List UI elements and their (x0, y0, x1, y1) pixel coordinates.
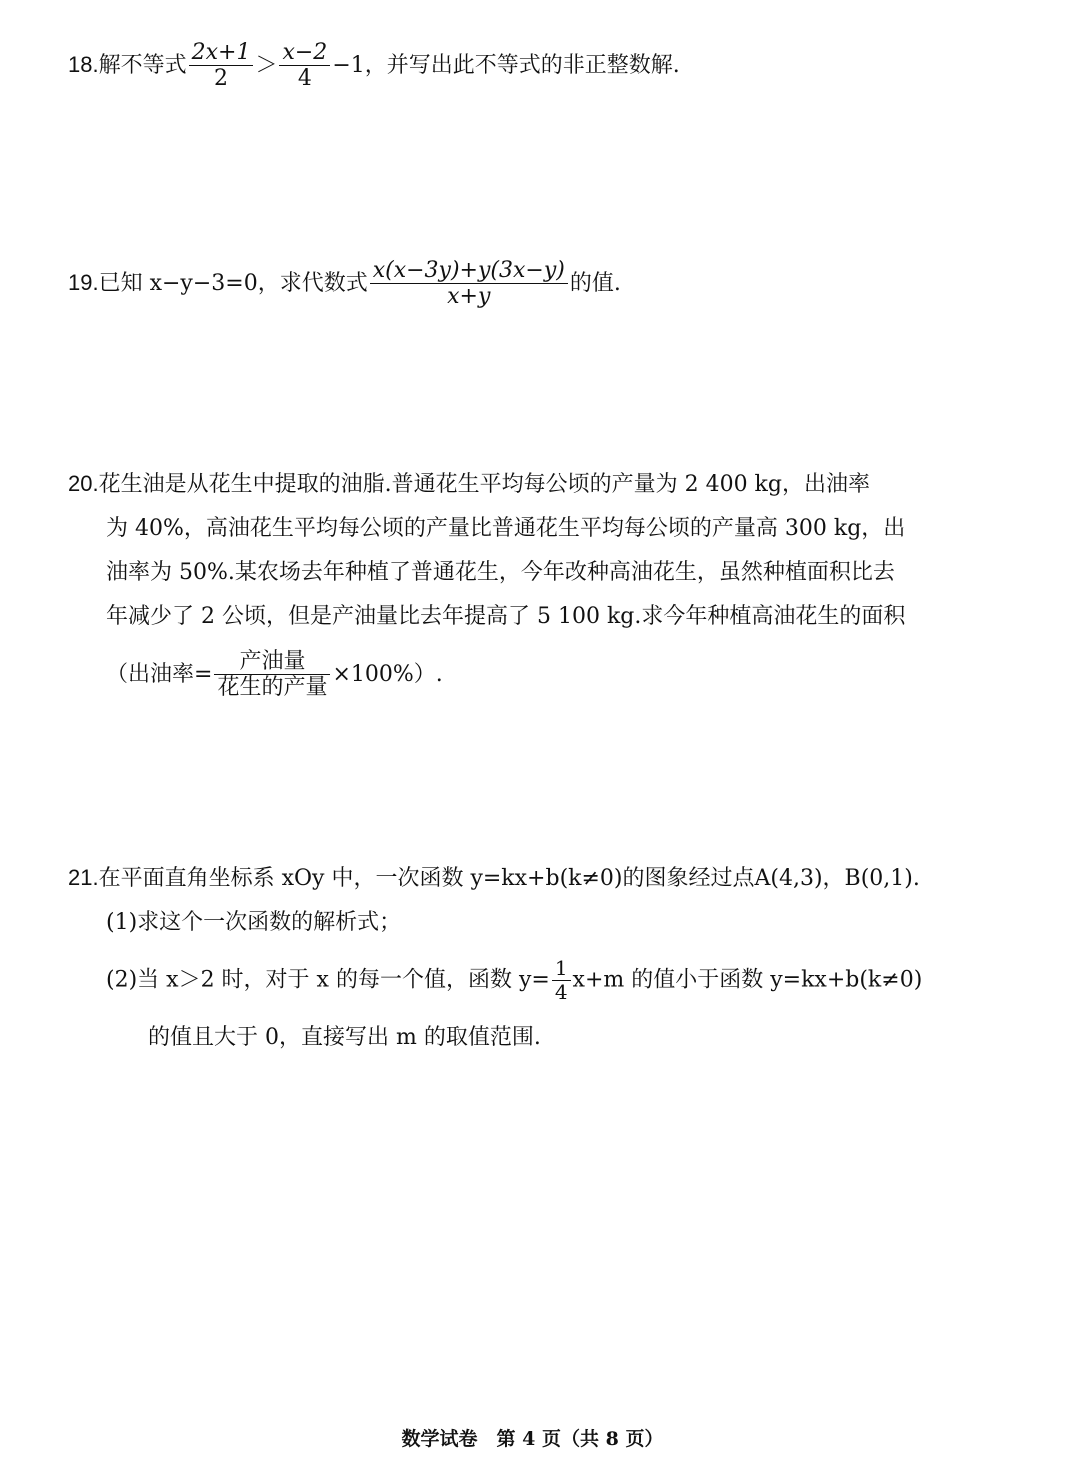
sub-question-1: (1)求这个一次函数的解析式； (106, 910, 402, 935)
question-line: 年减少了 2 公顷，但是产油量比去年提高了 5 100 kg.求今年种植高油花生的面积 (106, 604, 906, 629)
question-line (68, 856, 1028, 901)
fraction-denominator: x+y (447, 284, 491, 310)
fraction-numerator: 2x+1 (189, 40, 254, 66)
page-footer: 数学试卷 第 4 页（共 8 页） (401, 1428, 664, 1450)
question-line (68, 462, 1028, 507)
fraction-denominator: 2 (214, 66, 229, 92)
fraction (279, 40, 330, 92)
question-18 (68, 40, 680, 92)
fraction-numerator: 1 (552, 957, 571, 981)
fraction-numerator: 产油量 (214, 649, 330, 675)
formula-prefix: （出油率= (106, 661, 213, 687)
question-number: 21. (68, 865, 99, 890)
fraction-numerator: x(x−3y)+y(3x−y) (370, 258, 568, 284)
question-number: 20. (68, 471, 99, 496)
sub-question-text-suffix: x+m 的值小于函数 y=kx+b(k≠0) (572, 967, 923, 993)
fraction-denominator: 4 (297, 66, 312, 92)
question-21 (68, 856, 1028, 1060)
question-20 (68, 462, 1028, 701)
fraction (189, 40, 254, 92)
question-number: 18. (68, 51, 99, 77)
question-number: 19. (68, 269, 99, 295)
sub-question-text-prefix: (2)当 x＞2 时，对于 x 的每一个值，函数 y= (106, 967, 550, 993)
question-text: 在平面直角坐标系 xOy 中，一次函数 y=kx+b(k≠0)的图象经过点A(4,3)，B(0,1). (98, 866, 920, 891)
question-text-prefix: 已知 x−y−3=0，求代数式 (98, 270, 368, 296)
question-line: 油率为 50%.某农场去年种植了普通花生，今年改种高油花生，虽然种植面积比去 (106, 560, 895, 585)
fraction-denominator: 4 (554, 980, 568, 1004)
question-text-suffix: −1，并写出此不等式的非正整数解. (332, 52, 680, 78)
question-text-prefix: 解不等式 (98, 52, 187, 78)
question-line: 为 40%，高油花生平均每公顷的产量比普通花生平均每公顷的产量高 300 kg，出 (106, 516, 906, 541)
fraction (214, 649, 330, 701)
question-line-formula (68, 649, 1028, 701)
question-19 (68, 258, 621, 310)
question-text-suffix: 的值. (569, 270, 621, 296)
sub-question-2-continued: 的值且大于 0，直接写出 m 的取值范围. (148, 1025, 541, 1050)
sub-question-2 (68, 957, 1028, 1004)
question-text: 花生油是从花生中提取的油脂.普通花生平均每公顷的产量为 2 400 kg，出油率 (98, 472, 870, 497)
greater-than-sign: ＞ (255, 52, 278, 78)
fraction-denominator: 花生的产量 (217, 675, 328, 701)
fraction-numerator: x−2 (279, 40, 330, 66)
fraction (552, 957, 571, 1004)
formula-suffix: ×100%）. (332, 661, 443, 687)
fraction (370, 258, 568, 310)
